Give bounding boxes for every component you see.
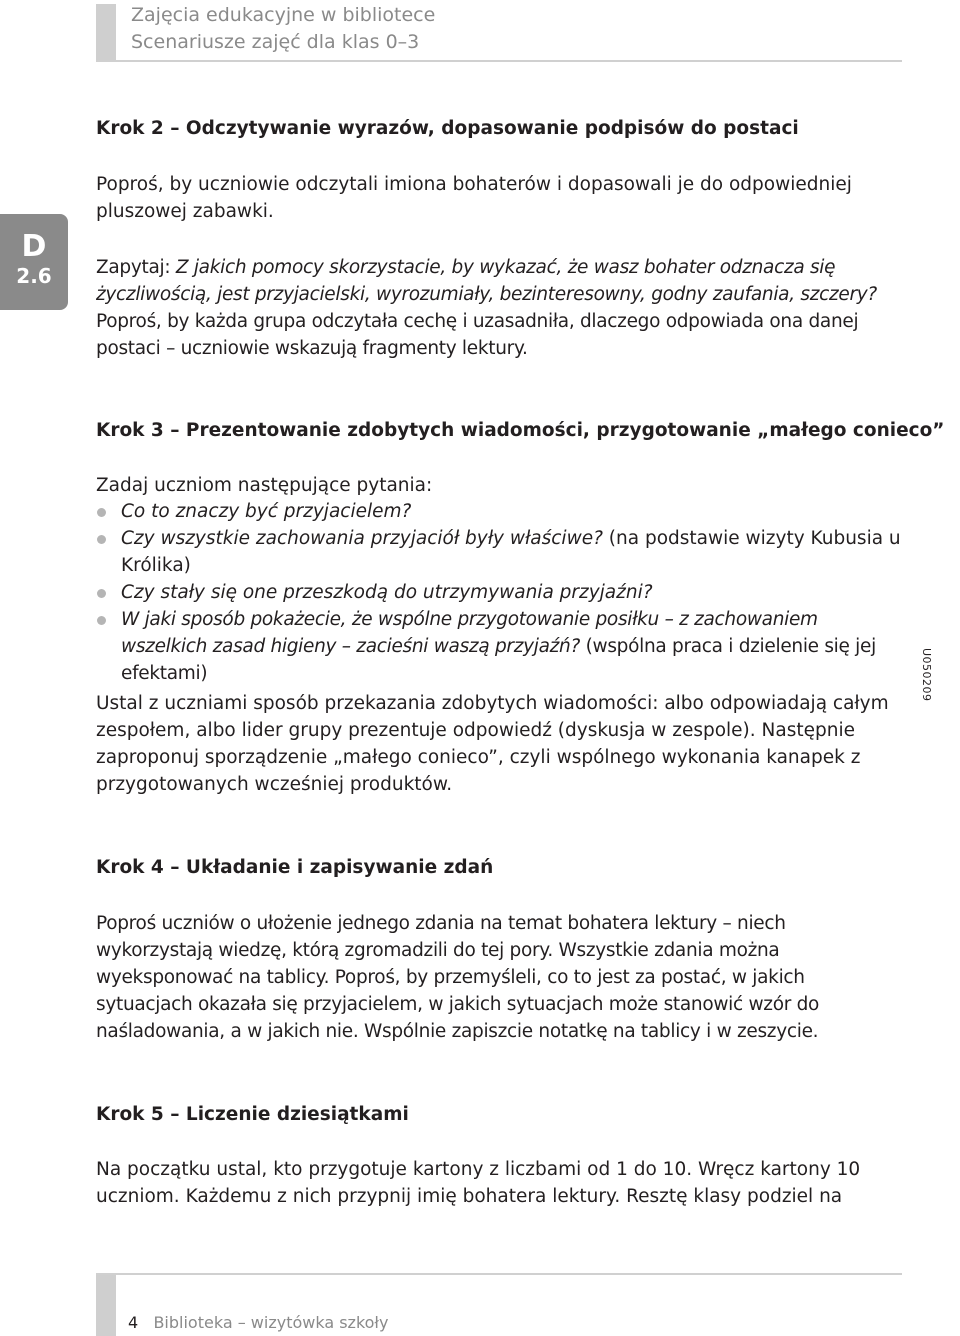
- list-item: [96, 525, 902, 579]
- step2-heading: Krok 2 – Odczytywanie wyrazów, dopasowanie podpisów do postaci: [96, 118, 799, 139]
- step3-paragraph: Ustal z uczniami sposób przekazania zdobytych wiadomości: albo odpowiadają całym zespołem, albo lider grupy prezentuje odpowiedź (dyskusja w zespole). Następnie zaproponuj sporządzenie „małego conieco”, czyli wspólnego wykonania kanapek z przygotowanych wcześniej produktów.: [96, 693, 889, 795]
- step2-lead: Zapytaj:: [96, 257, 176, 278]
- question-text: W jaki sposób pokażecie, że wspólne przygotowanie posiłku – z zachowaniem wszelkich zasad higieny – zacieśni waszą przyjaźń?: [121, 609, 818, 657]
- step2-question: Z jakich pomocy skorzystacie, by wykazać, że wasz bohater odznacza się życzliwością, jest przyjacielski, wyrozumiały, bezinteresowny, godny zaufania, szczery?: [96, 257, 877, 305]
- step3-intro: Zadaj uczniom następujące pytania:: [96, 475, 433, 496]
- list-item: [96, 579, 902, 606]
- section-tab-number: 2.6: [16, 264, 52, 288]
- question-text: Czy wszystkie zachowania przyjaciół były właściwe?: [121, 528, 603, 549]
- step2-rest: Poproś, by każda grupa odczytała cechę i uzasadniła, dlaczego odpowiada ona danej postaci – uczniowie wskazują fragmenty lektury.: [96, 311, 859, 359]
- footer-title: Biblioteka – wizytówka szkoły: [153, 1313, 389, 1332]
- bullet-icon: [97, 535, 106, 544]
- footer: [128, 1312, 388, 1334]
- list-item: [96, 498, 902, 525]
- footer-divider: [96, 1273, 902, 1275]
- bullet-icon: [97, 589, 106, 598]
- step3-question-list: [96, 498, 902, 687]
- section-tab: [0, 214, 68, 310]
- step2-paragraph-1: Poproś, by uczniowie odczytali imiona bohaterów i dopasowali je do odpowiedniej pluszowej zabawki.: [96, 174, 852, 222]
- list-item: [96, 606, 902, 687]
- bullet-icon: [97, 508, 106, 517]
- document-code: U050209: [920, 648, 933, 702]
- header-accent-bar: [96, 4, 116, 60]
- header-title: Zajęcia edukacyjne w bibliotece: [131, 4, 436, 26]
- question-note: (wspólna praca i dzielenie się jej efektami): [121, 636, 876, 684]
- step3-heading: Krok 3 – Prezentowanie zdobytych wiadomości, przygotowanie „małego conieco”: [96, 420, 945, 441]
- footer-accent-bar: [96, 1275, 116, 1336]
- step4-heading: Krok 4 – Układanie i zapisywanie zdań: [96, 857, 494, 878]
- step4-paragraph: Poproś uczniów o ułożenie jednego zdania na temat bohatera lektury – niech wykorzystają wiedzę, którą zgromadzili do tej pory. Wszystkie zdania można wyeksponować na tablicy. Poproś, by przemyśleli, co to jest za postać, w jakich sytuacjach okazała się przyjacielem, w jakich sytuacjach może stanowić wzór do naśladowania, a w jakich nie. Wspólnie zapiszcie notatkę na tablicy i w zeszycie.: [96, 913, 820, 1042]
- header-subtitle: Scenariusze zajęć dla klas 0–3: [131, 31, 420, 53]
- section-tab-letter: D: [21, 229, 47, 264]
- step2-paragraph-2: [96, 254, 902, 362]
- step5-heading: Krok 5 – Liczenie dziesiątkami: [96, 1104, 409, 1125]
- question-note: (na podstawie wizyty Kubusia u Królika): [121, 528, 901, 576]
- page-number: 4: [128, 1313, 139, 1332]
- header-divider: [96, 60, 902, 62]
- question-text: Czy stały się one przeszkodą do utrzymywania przyjaźni?: [121, 582, 653, 603]
- step5-paragraph: Na początku ustal, kto przygotuje kartony z liczbami od 1 do 10. Wręcz kartony 10 uczniom. Każdemu z nich przypnij imię bohatera lektury. Resztę klasy podziel na: [96, 1159, 861, 1207]
- question-text: Co to znaczy być przyjacielem?: [121, 501, 412, 522]
- bullet-icon: [97, 616, 106, 625]
